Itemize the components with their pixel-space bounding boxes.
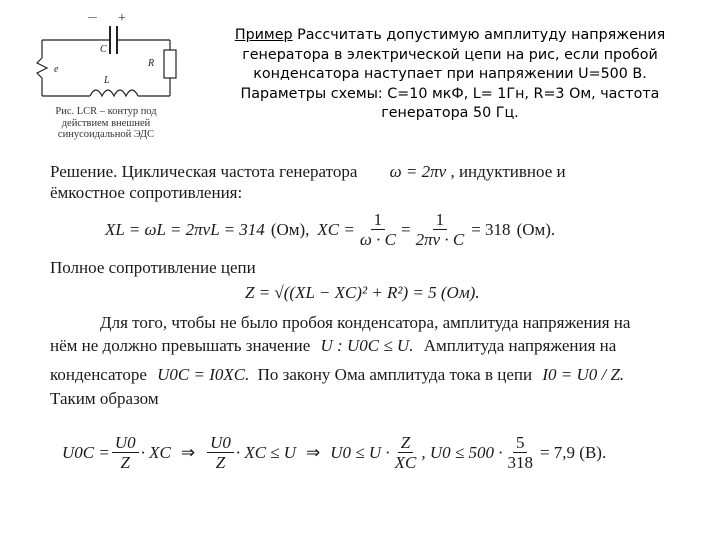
z-over-xc: $\frac{Z}{XC}$ <box>394 433 417 472</box>
reactance-formulas: XL = ωL = 2πνL = 314 (Ом), XC = $\frac{1}{\omega \cdot C}$ = $\frac{1}{2\pi\nu \cdot C}$ = 318 (Ом). <box>105 210 556 249</box>
ohm-unit-end: (Ом). <box>516 219 556 239</box>
impedance-label: Полное сопротивление цепи <box>50 258 256 277</box>
paragraph-line-1: Для того, чтобы не было пробоя конденсатора, амплитуда напряжения на <box>100 313 631 332</box>
xc-fraction-2: $\frac{1}{2\pi\nu \cdot C}$ <box>415 210 465 249</box>
capacitor-voltage-formula: U0C = I0XC. <box>157 365 250 384</box>
paragraph-line-3: конденсаторе U0C = I0XC. По закону Ома амплитуда тока в цепи I0 = U0 / Z. <box>50 365 625 384</box>
xc-value: = 318 <box>471 219 511 239</box>
u0c-label: U0C = <box>62 442 110 462</box>
resistor-label: R <box>148 58 155 69</box>
solution-row1-tail: , индуктивное и <box>450 162 566 181</box>
ohm-unit: (Ом), <box>270 219 310 239</box>
example-heading: Пример <box>234 27 293 43</box>
xc-fraction-1: $\frac{1}{\omega \cdot C}$ <box>359 210 396 249</box>
five-over-318: $\frac{5}{318}$ <box>507 433 533 472</box>
solution-row2: ёмкостное сопротивления: <box>50 183 243 202</box>
final-derivation: U0C = $\frac{U0}{Z}$ · XC ⇒ $\frac{U0}{Z}$ · XC ≤ U ⇒ U0 ≤ U · $\frac{Z}{XC}$ , U0 ≤ 500 · $\frac{5}{318}$ = 7,9 (В). <box>62 433 607 472</box>
final-result: = 7,9 (В). <box>539 442 607 462</box>
implies-arrow-1: ⇒ <box>180 442 196 462</box>
inductor-coil-icon <box>90 90 138 96</box>
paragraph-line-2: нём не должно превышать значение U : U0C ≤ U. Амплитуда напряжения на <box>50 336 617 355</box>
omega-formula: ω = 2πν <box>389 162 447 181</box>
task-line-3: конденсатора наступает при напряжении U=500 В. <box>253 66 647 82</box>
minus-label: — <box>88 12 97 23</box>
breakdown-condition: U : U0C ≤ U. <box>320 336 414 355</box>
xl-formula: XL = ωL = 2πνL = 314 <box>105 219 265 239</box>
task-line-1: Рассчитать допустимую амплитуду напряжения <box>292 27 666 43</box>
lcr-circuit-diagram <box>30 8 190 108</box>
capacitor-label: C <box>100 44 107 55</box>
u0-over-z-1: $\frac{U0}{Z}$ <box>112 433 139 472</box>
emf-source-icon <box>37 58 47 78</box>
inductor-label: L <box>104 75 110 86</box>
u0-over-z-2: $\frac{U0}{Z}$ <box>207 433 234 472</box>
implies-arrow-2: ⇒ <box>305 442 321 462</box>
impedance-formula: Z = √((XL − XC)² + R²) = 5 (Ом). <box>245 283 480 302</box>
task-line-4: Параметры схемы: C=10 мкФ, L= 1Гн, R=3 Ом, частота <box>240 85 660 102</box>
solution-intro <box>50 162 566 182</box>
paragraph-line-4: Таким образом <box>50 389 159 408</box>
problem-statement <box>200 26 700 124</box>
ohm-law-formula: I0 = U0 / Z. <box>542 365 625 384</box>
solution-row1: Решение. Циклическая частота генератора <box>50 162 358 181</box>
figure-caption: Рис. LCR – контур под действием внешней синусоидальной ЭДС <box>55 106 157 140</box>
resistor-icon <box>164 50 176 78</box>
task-line-5: генератора 50 Гц. <box>381 105 519 121</box>
task-line-2: генератора в электрической цепи на рис, если пробой <box>242 46 658 63</box>
plus-label: + <box>118 11 126 26</box>
xc-label: XC = <box>317 219 355 239</box>
emf-label: e <box>54 64 59 75</box>
